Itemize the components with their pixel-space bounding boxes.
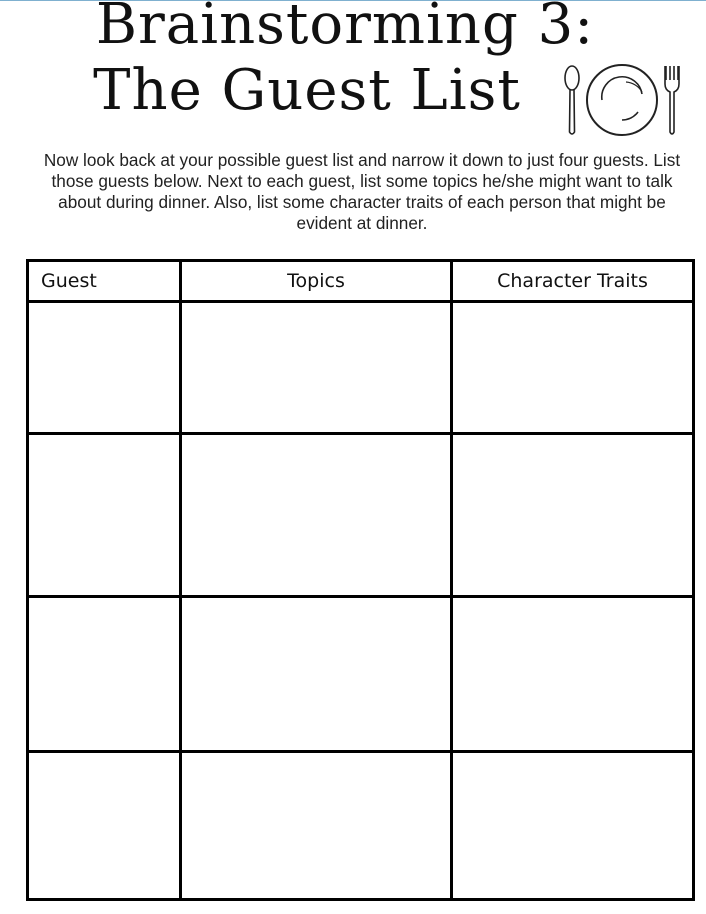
table-header-row [28,261,694,302]
topics-cell[interactable] [181,302,452,434]
topics-cell[interactable] [181,597,452,752]
table-row [28,302,694,434]
traits-cell[interactable] [452,302,694,434]
table-row [28,752,694,900]
header-character-traits: Character Traits [452,261,694,302]
traits-cell[interactable] [452,597,694,752]
place-setting-icon [560,62,685,138]
table-row [28,597,694,752]
spoon-icon [565,66,579,134]
plate-icon [587,65,657,135]
traits-cell[interactable] [452,752,694,900]
worksheet-title-line-2: The Guest List [93,58,521,123]
traits-cell[interactable] [452,433,694,597]
instructions-text: Now look back at your possible guest list and narrow it down to just four guests. List those guests below. Next to each guest, list some topics he/she might want to talk about during dinner. Also, list some character traits of each person that might be evident at dinner. [43,150,681,233]
guest-cell[interactable] [28,302,181,434]
topics-cell[interactable] [181,433,452,597]
table-row [28,433,694,597]
guest-cell[interactable] [28,597,181,752]
worksheet-title-line-1: Brainstorming 3: [95,0,595,57]
header-guest: Guest [28,261,181,302]
guest-cell[interactable] [28,433,181,597]
header-topics: Topics [181,261,452,302]
guest-list-table [26,259,695,901]
guest-cell[interactable] [28,752,181,900]
fork-icon [665,66,679,134]
topics-cell[interactable] [181,752,452,900]
